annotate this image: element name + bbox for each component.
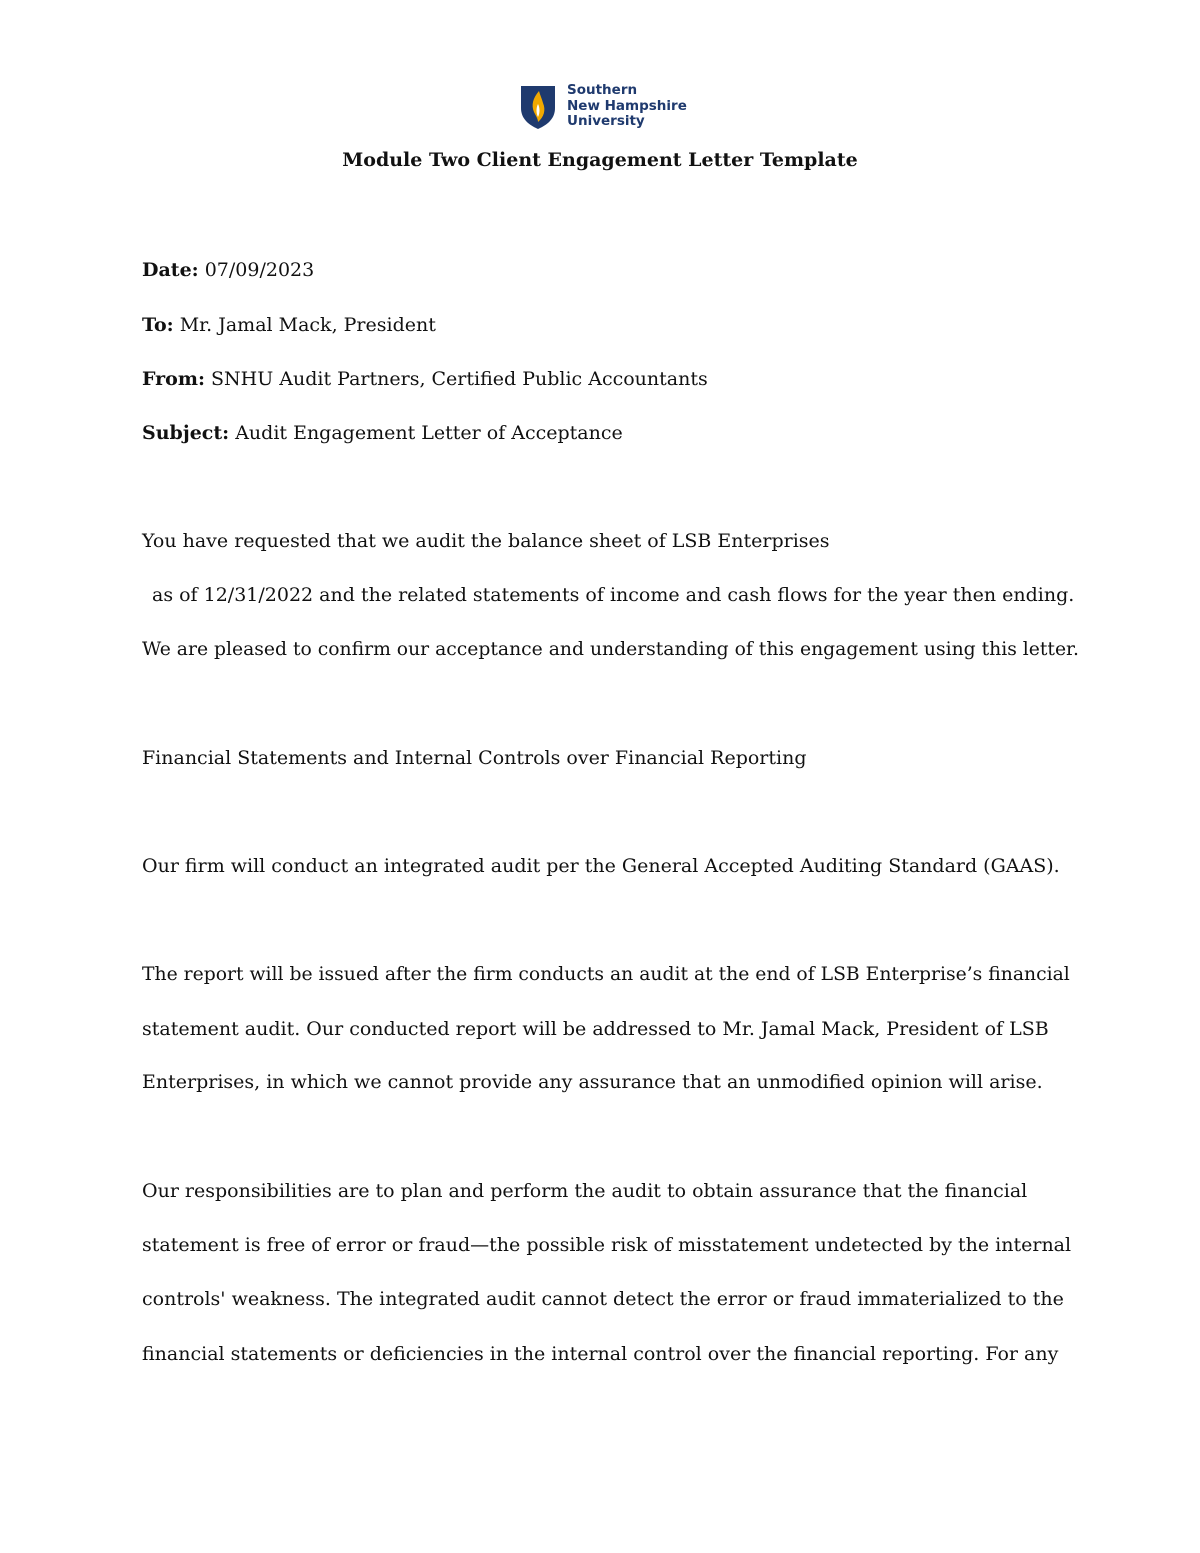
date-field — [142, 257, 314, 283]
report-line: The report will be issued after the firm conducts an audit at the end of LSB Enterprise’s financial — [142, 964, 1070, 985]
logo-line-1: Southern — [567, 82, 638, 98]
logo-line-2: New Hampshire — [567, 97, 687, 114]
intro-line: You have requested that we audit the balance sheet of LSB Enterprises — [142, 530, 830, 552]
to-label: To: — [142, 314, 174, 336]
logo-line-3: University — [567, 113, 645, 129]
responsibility-line: controls' weakness. The integrated audit cannot detect the error or fraud immaterialized to the — [142, 1288, 1064, 1310]
responsibility-line: financial statements or deficiencies in the internal control over the financial reporting. For any — [142, 1343, 1059, 1365]
responsibility-line: Our responsibilities are to plan and perform the audit to obtain assurance that the financial — [142, 1180, 1028, 1202]
from-value: SNHU Audit Partners, Certified Public Accountants — [211, 368, 708, 390]
intro-line: We are pleased to confirm our acceptance and understanding of this engagement using this letter. — [142, 639, 1079, 660]
responsibility-line: statement is free of error or fraud—the possible risk of misstatement undetected by the internal — [142, 1234, 1072, 1256]
report-line: statement audit. Our conducted report will be addressed to Mr. Jamal Mack, President of LSB — [142, 1018, 1049, 1040]
to-value: Mr. Jamal Mack, President — [179, 314, 436, 336]
report-line: Enterprises, in which we cannot provide any assurance that an unmodified opinion will arise. — [142, 1071, 1043, 1093]
subject-field — [142, 420, 623, 446]
shield-flame-icon — [519, 84, 557, 130]
to-field — [142, 312, 436, 338]
date-label: Date: — [142, 259, 199, 281]
document-title: Module Two Client Engagement Letter Template — [342, 149, 858, 171]
date-value: 07/09/2023 — [204, 259, 315, 281]
university-logo — [519, 82, 689, 134]
from-field — [142, 366, 708, 392]
logo-wordmark — [567, 83, 687, 130]
subject-label: Subject: — [142, 422, 230, 444]
section-heading: Financial Statements and Internal Controls over Financial Reporting — [142, 747, 807, 769]
from-label: From: — [142, 368, 205, 390]
intro-line: as of 12/31/2022 and the related statements of income and cash flows for the year then ending. — [152, 584, 1075, 606]
gaas-paragraph: Our firm will conduct an integrated audit per the General Accepted Auditing Standard (GAAS). — [142, 855, 1060, 877]
subject-value: Audit Engagement Letter of Acceptance — [235, 422, 623, 444]
